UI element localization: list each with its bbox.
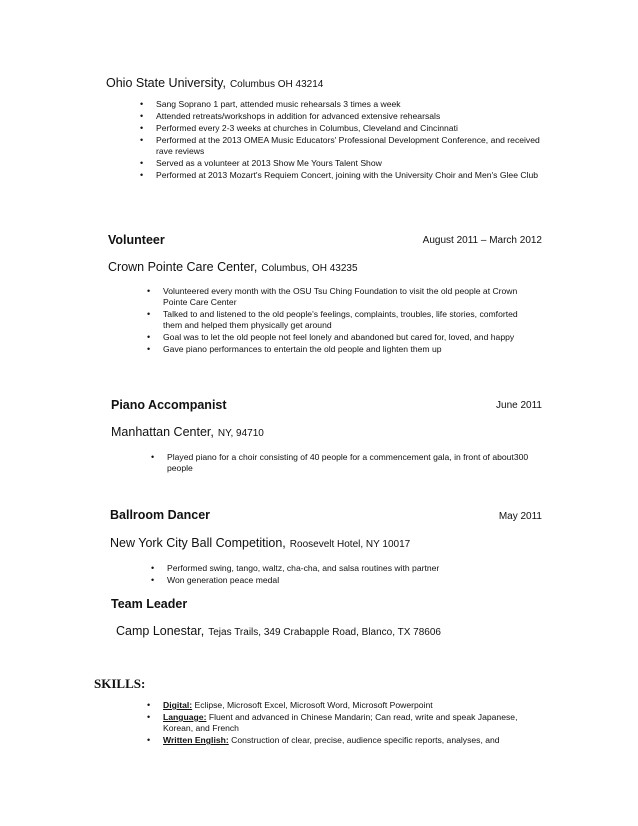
list-item: • Volunteered every month with the OSU Tsu Ching Foundation to visit the old people at Crown Pointe Care Center [147, 286, 518, 307]
org-location: Columbus, OH 43235 [261, 263, 358, 274]
org-location: NY, 94710 [217, 428, 264, 439]
list-item: • Performed every 2-3 weeks at churches in Columbus, Cleveland and Cincinnati [140, 123, 458, 133]
org-line-ohio-state [106, 76, 323, 90]
list-item: • Talked to and listened to the old people's feelings, complaints, troubles, life stories, comforted them and helped them physically get around [147, 309, 518, 330]
list-item: • Attended retreats/workshops in addition for advanced extensive rehearsals [140, 111, 441, 121]
date-ballroom-dancer: May 2011 [498, 511, 542, 522]
bullet-list-ballroom [151, 563, 536, 587]
list-item: • Played piano for a choir consisting of 40 people for a commencement gala, in front of about300 people [151, 452, 529, 473]
role-title-volunteer: Volunteer [108, 233, 165, 247]
skill-label: Language: [163, 712, 207, 722]
list-item: • Written English: Construction of clear, precise, audience specific reports, analyses, and [147, 735, 500, 745]
list-item: • Performed at the 2013 OMEA Music Educators' Professional Development Conference, and received rave reviews [140, 135, 540, 156]
org-name: Ohio State University, [106, 76, 226, 90]
org-location: Roosevelt Hotel, NY 10017 [289, 539, 411, 550]
org-line-crown-pointe [108, 260, 358, 274]
role-title-piano-accompanist: Piano Accompanist [111, 398, 227, 412]
bullet-list-volunteer [147, 286, 537, 356]
role-title-ballroom-dancer: Ballroom Dancer [110, 508, 211, 522]
list-item: • Goal was to let the old people not feel lonely and abandoned but cared for, loved, and happy [147, 332, 515, 342]
date-piano-accompanist: June 2011 [496, 400, 542, 411]
list-item: • Performed at 2013 Mozart's Requiem Concert, joining with the University Choir and Men's Glee Club [140, 170, 539, 180]
org-line-manhattan-center [111, 425, 264, 439]
bullet-list-piano [151, 452, 536, 475]
org-line-nyc-ball [110, 536, 410, 550]
list-item: • Gave piano performances to entertain the old people and lighten them up [147, 344, 442, 354]
skill-label: Written English: [163, 735, 229, 745]
list-item: • Won generation peace medal [151, 575, 280, 585]
org-line-camp-lonestar [116, 624, 441, 638]
list-item: • Language: Fluent and advanced in Chinese Mandarin; Can read, write and speak Japanese, Korean, and French [147, 712, 518, 733]
bullet-list-ohio-state [140, 99, 550, 182]
org-location: Columbus OH 43214 [229, 79, 324, 90]
org-name: Camp Lonestar, [116, 624, 205, 638]
bullet-list-skills [147, 700, 537, 747]
org-location: Tejas Trails, 349 Crabapple Road, Blanco, TX 78606 [208, 627, 441, 638]
list-item: • Sang Soprano 1 part, attended music rehearsals 3 times a week [140, 99, 401, 109]
list-item: • Digital: Eclipse, Microsoft Excel, Microsoft Word, Microsoft Powerpoint [147, 700, 433, 710]
list-item: • Served as a volunteer at 2013 Show Me Yours Talent Show [140, 158, 382, 168]
org-name: Manhattan Center, [111, 425, 214, 439]
list-item: • Performed swing, tango, waltz, cha-cha, and salsa routines with partner [151, 563, 440, 573]
role-title-team-leader: Team Leader [111, 597, 188, 611]
date-range-volunteer: August 2011 – March 2012 [422, 235, 542, 246]
skill-label: Digital: [163, 700, 193, 710]
org-name: New York City Ball Competition, [110, 536, 286, 550]
skills-heading: SKILLS: [94, 676, 146, 691]
org-name: Crown Pointe Care Center, [108, 260, 258, 274]
